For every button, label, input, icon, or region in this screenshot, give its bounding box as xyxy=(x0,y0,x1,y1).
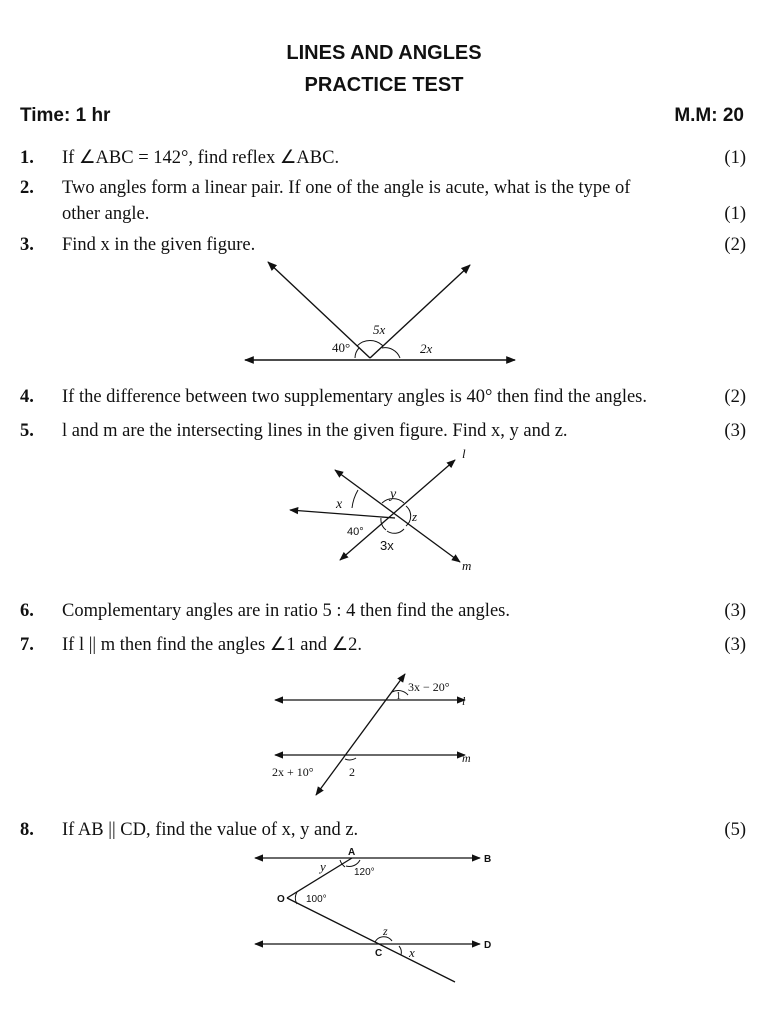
fig8-label-100: 100° xyxy=(306,894,327,905)
question-marks: (1) xyxy=(724,204,746,224)
question-number: 8. xyxy=(20,820,34,840)
fig3-label-5x: 5x xyxy=(373,322,386,337)
question-marks: (2) xyxy=(724,235,746,255)
fig8-segment-oc xyxy=(287,898,455,982)
question-marks: (3) xyxy=(724,635,746,655)
fig8-label-O: O xyxy=(277,894,285,905)
question-text: l and m are the intersecting lines in the given figure. Find x, y and z. xyxy=(62,421,568,441)
question-number: 5. xyxy=(20,421,34,441)
fig5-label-l: l xyxy=(462,446,466,461)
question-number: 7. xyxy=(20,635,34,655)
fig8-label-z: z xyxy=(383,924,388,938)
fig7-label-l: l xyxy=(462,694,466,708)
question-marks: (5) xyxy=(724,820,746,840)
question-number: 1. xyxy=(20,148,34,168)
fig8-label-C: C xyxy=(375,948,383,959)
fig5-label-y: y xyxy=(390,487,397,502)
fig8-label-A: A xyxy=(348,847,356,858)
question-number: 4. xyxy=(20,387,34,407)
question-number: 3. xyxy=(20,235,34,255)
fig5-label-m: m xyxy=(462,558,472,573)
fig8-label-y: y xyxy=(320,859,326,874)
page-title: LINES AND ANGLES xyxy=(286,42,482,64)
fig3-label-40: 40° xyxy=(332,340,351,355)
question-text: If AB || CD, find the value of x, y and z. xyxy=(62,820,359,840)
fig7-label-1: 1 xyxy=(396,691,401,702)
fig5-label-x: x xyxy=(336,497,343,512)
fig8-label-x: x xyxy=(409,945,415,960)
fig3-label-2x: 2x xyxy=(420,341,433,356)
question-text: Two angles form a linear pair. If one of the angle is acute, what is the type of xyxy=(62,178,631,198)
question-text: If l || m then find the angles ∠1 and ∠2. xyxy=(62,635,363,655)
page-subtitle: PRACTICE TEST xyxy=(304,74,464,96)
question-text-line2: other angle. xyxy=(62,204,150,224)
fig8-label-B: B xyxy=(484,854,492,865)
fig7-label-m: m xyxy=(462,751,471,765)
question-number: 6. xyxy=(20,601,34,621)
question-text: If the difference between two supplementary angles is 40° then find the angles. xyxy=(62,387,647,407)
max-marks-label: M.M: 20 xyxy=(674,105,744,126)
question-marks: (1) xyxy=(724,148,746,168)
question-text: If ∠ABC = 142°, find reflex ∠ABC. xyxy=(62,148,340,168)
fig8-label-D: D xyxy=(484,940,492,951)
question-marks: (3) xyxy=(724,421,746,441)
time-label: Time: 1 hr xyxy=(20,105,111,126)
question-text: Complementary angles are in ratio 5 : 4 then find the angles. xyxy=(62,601,510,621)
question-marks: (3) xyxy=(724,601,746,621)
question-text: Find x in the given figure. xyxy=(62,235,256,255)
fig5-label-40: 40° xyxy=(347,526,364,538)
fig5-label-z: z xyxy=(412,509,418,524)
fig5-label-3x: 3x xyxy=(380,538,394,553)
fig8-label-120: 120° xyxy=(354,867,375,878)
question-marks: (2) xyxy=(724,387,746,407)
question-number: 2. xyxy=(20,178,34,198)
fig7-label-2: 2 xyxy=(349,765,355,779)
fig7-label-top: 3x − 20° xyxy=(408,680,450,694)
fig7-label-bottom: 2x + 10° xyxy=(272,765,314,779)
